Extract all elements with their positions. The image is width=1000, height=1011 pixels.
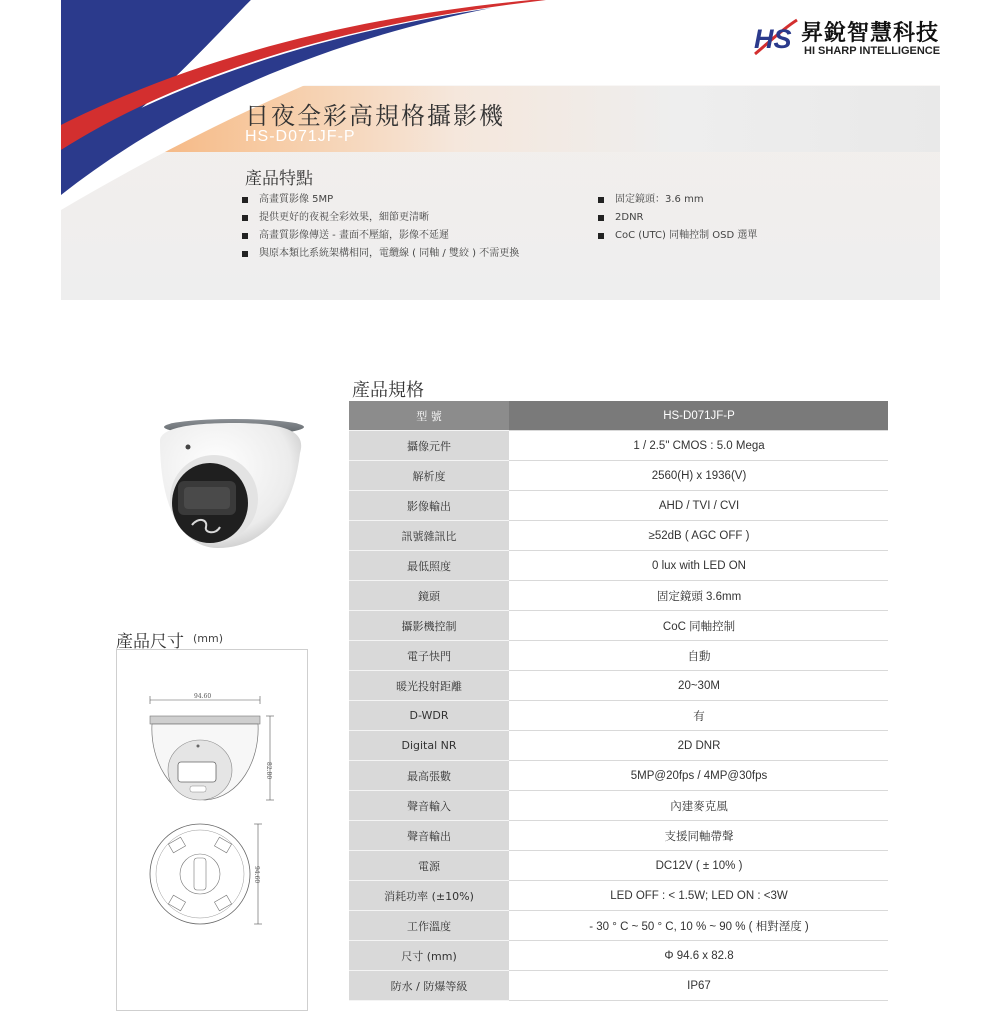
table-row xyxy=(349,881,888,911)
specs-header-row xyxy=(349,401,888,431)
bullet-square-icon xyxy=(242,197,248,203)
spec-key: 解析度 xyxy=(349,461,509,491)
spec-value: 支援同軸帶聲 xyxy=(510,821,888,851)
spec-value: HS-D071JF-P xyxy=(510,401,888,431)
spec-key: 訊號雜訊比 xyxy=(349,521,509,551)
hs-logo-icon xyxy=(751,16,799,58)
spec-key: 電源 xyxy=(349,851,509,881)
bullet-square-icon xyxy=(598,233,604,239)
product-model: HS-D071JF-P xyxy=(245,128,356,145)
bullet-square-icon xyxy=(242,215,248,221)
spec-key: D-WDR xyxy=(349,701,509,731)
table-row xyxy=(349,461,888,491)
bullet-square-icon xyxy=(242,233,248,239)
spec-key: 工作溫度 xyxy=(349,911,509,941)
feature-item: 與原本類比系統架構相同，電纜線 ( 同軸 / 雙絞 ) 不需更換 xyxy=(242,245,519,263)
spec-key: 尺寸 (mm) xyxy=(349,941,509,971)
spec-value: 2560(H) x 1936(V) xyxy=(510,461,888,491)
dimensions-unit: (mm) xyxy=(193,632,224,645)
spec-key: 影像輸出 xyxy=(349,491,509,521)
dimensions-title: 產品尺寸 xyxy=(116,632,184,652)
spec-value: 有 xyxy=(510,701,888,731)
spec-key: 電子快門 xyxy=(349,641,509,671)
spec-value: 自動 xyxy=(510,641,888,671)
table-row xyxy=(349,971,888,1001)
spec-value: 2D DNR xyxy=(510,731,888,761)
features-list-right xyxy=(598,191,757,245)
spec-value: IP67 xyxy=(510,971,888,1001)
spec-key: 最高張數 xyxy=(349,761,509,791)
spec-value: Φ 94.6 x 82.8 xyxy=(510,941,888,971)
dimension-drawing xyxy=(120,690,290,930)
brand-name-en: HI SHARP INTELLIGENCE xyxy=(804,45,940,57)
spec-key: 最低照度 xyxy=(349,551,509,581)
table-row xyxy=(349,521,888,551)
spec-value: CoC 同軸控制 xyxy=(510,611,888,641)
feature-item: 固定鏡頭：3.6 mm xyxy=(598,191,757,209)
width-dimension-label: 94.60 xyxy=(194,693,212,700)
bullet-square-icon xyxy=(598,197,604,203)
bullet-square-icon xyxy=(598,215,604,221)
height-dimension-label: 82.80 xyxy=(265,762,272,780)
table-row xyxy=(349,911,888,941)
spec-key: 消耗功率 (±10%) xyxy=(349,881,509,911)
header-banner xyxy=(61,0,940,300)
table-row xyxy=(349,431,888,461)
feature-item: 高畫質影像 5MP xyxy=(242,191,519,209)
bullet-square-icon xyxy=(242,251,248,257)
table-row xyxy=(349,761,888,791)
spec-key: 暖光投射距離 xyxy=(349,671,509,701)
spec-key: 攝像元件 xyxy=(349,431,509,461)
spec-value: 固定鏡頭 3.6mm xyxy=(510,581,888,611)
logo-mark-text: HS xyxy=(754,24,792,54)
features-list-left xyxy=(242,191,519,263)
table-row xyxy=(349,671,888,701)
brand-name-cn: 昇銳智慧科技 xyxy=(801,21,940,46)
feature-item: 提供更好的夜視全彩效果，細節更清晰 xyxy=(242,209,519,227)
spec-key: 聲音輸出 xyxy=(349,821,509,851)
spec-key: 防水 / 防爆等級 xyxy=(349,971,509,1001)
spec-key: Digital NR xyxy=(349,731,509,761)
specs-table xyxy=(349,401,888,1001)
spec-value: 內建麥克風 xyxy=(510,791,888,821)
spec-value: 1 / 2.5" CMOS : 5.0 Mega xyxy=(510,431,888,461)
table-row xyxy=(349,551,888,581)
table-row xyxy=(349,701,888,731)
specs-title: 產品規格 xyxy=(352,380,424,401)
table-row xyxy=(349,821,888,851)
spec-key: 聲音輸入 xyxy=(349,791,509,821)
feature-item: CoC (UTC) 同軸控制 OSD 選單 xyxy=(598,227,757,245)
spec-value: 5MP@20fps / 4MP@30fps xyxy=(510,761,888,791)
brand-logo xyxy=(751,14,940,64)
table-row xyxy=(349,581,888,611)
table-row xyxy=(349,641,888,671)
feature-item: 高畫質影像傳送 - 畫面不壓縮，影像不延遲 xyxy=(242,227,519,245)
table-row xyxy=(349,611,888,641)
feature-item: 2DNR xyxy=(598,209,757,227)
spec-value: LED OFF : < 1.5W; LED ON : <3W xyxy=(510,881,888,911)
spec-key: 鏡頭 xyxy=(349,581,509,611)
spec-value: - 30 ° C ~ 50 ° C, 10 % ~ 90 % ( 相對溼度 ) xyxy=(510,911,888,941)
spec-value: ≥52dB ( AGC OFF ) xyxy=(510,521,888,551)
spec-value: 20~30M xyxy=(510,671,888,701)
product-title: 日夜全彩高規格攝影機 xyxy=(245,102,505,130)
table-row xyxy=(349,491,888,521)
spec-key: 攝影機控制 xyxy=(349,611,509,641)
table-row xyxy=(349,731,888,761)
spec-value: 0 lux with LED ON xyxy=(510,551,888,581)
table-row xyxy=(349,791,888,821)
spec-value: AHD / TVI / CVI xyxy=(510,491,888,521)
table-row xyxy=(349,941,888,971)
spec-key: 型 號 xyxy=(349,401,509,431)
table-row xyxy=(349,851,888,881)
base-dimension-label: 94.60 xyxy=(253,866,260,884)
spec-value: DC12V ( ± 10% ) xyxy=(510,851,888,881)
camera-product-image xyxy=(148,413,308,553)
features-title: 產品特點 xyxy=(245,169,313,189)
